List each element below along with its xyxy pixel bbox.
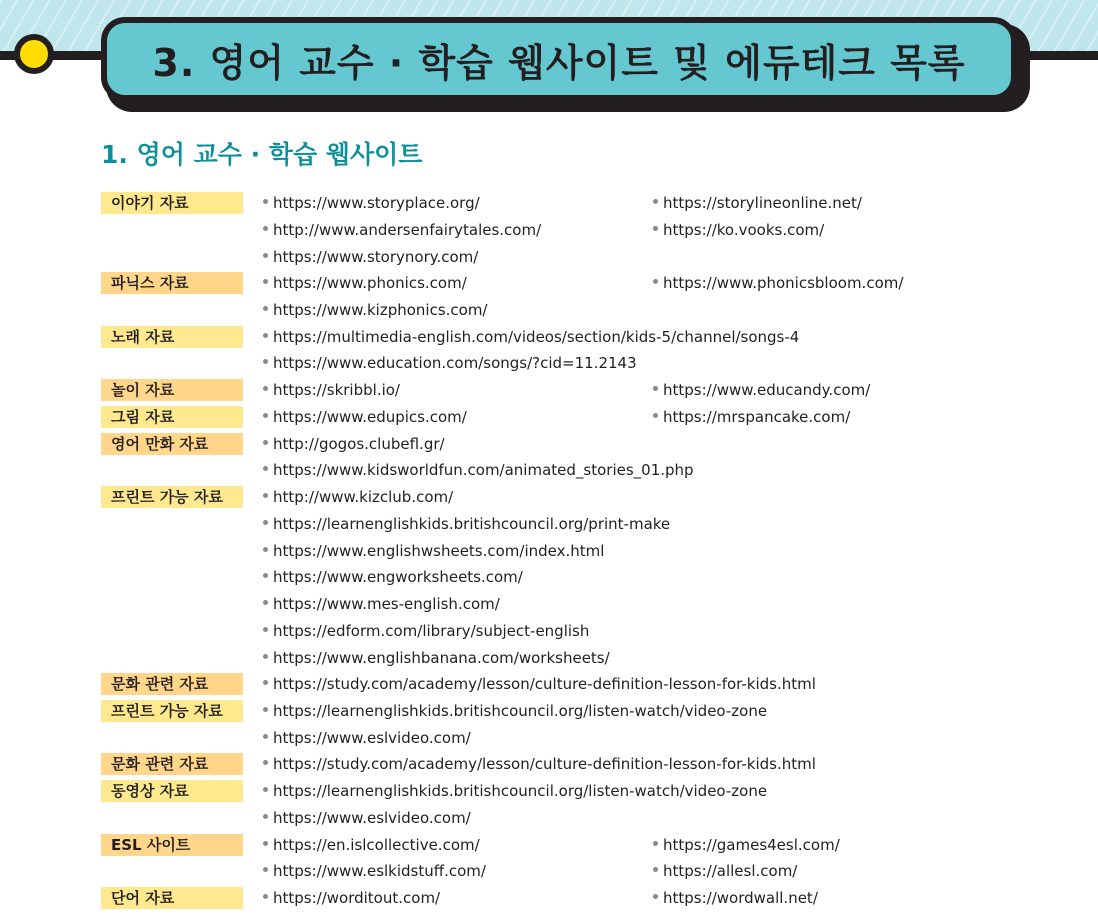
category-label: 단어 자료	[101, 887, 243, 909]
list-item	[0, 647, 1098, 671]
page-title: 3. 영어 교수 · 학습 웹사이트 및 에듀테크 목록	[152, 40, 966, 85]
resource-link[interactable]: https://www.edupics.com/	[263, 406, 467, 428]
list-item	[0, 246, 1098, 270]
resource-link[interactable]: https://ko.vooks.com/	[653, 219, 824, 241]
resource-link[interactable]: https://learnenglishkids.britishcouncil.org/print-make	[263, 513, 670, 535]
list-item	[0, 272, 1098, 296]
list-item	[0, 406, 1098, 430]
resource-link[interactable]: https://learnenglishkids.britishcouncil.org/listen-watch/video-zone	[263, 700, 767, 722]
resource-link[interactable]: https://learnenglishkids.britishcouncil.org/listen-watch/video-zone	[263, 780, 767, 802]
list-item	[0, 620, 1098, 644]
bullet-dot-icon	[14, 34, 54, 74]
category-label: 놀이 자료	[101, 379, 243, 401]
list-item	[0, 673, 1098, 697]
resource-link[interactable]: https://www.phonics.com/	[263, 272, 467, 294]
list-item	[0, 379, 1098, 403]
category-label: 파닉스 자료	[101, 272, 243, 294]
resource-link[interactable]: https://wordwall.net/	[653, 887, 818, 909]
list-item	[0, 566, 1098, 590]
resource-link[interactable]: https://edform.com/library/subject-english	[263, 620, 589, 642]
resource-link[interactable]: https://mrspancake.com/	[653, 406, 850, 428]
resource-link[interactable]: https://allesl.com/	[653, 860, 797, 882]
list-item	[0, 753, 1098, 777]
list-item	[0, 860, 1098, 884]
resource-link[interactable]: https://www.phonicsbloom.com/	[653, 272, 903, 294]
resource-link[interactable]: https://www.eslvideo.com/	[263, 807, 471, 829]
list-item	[0, 834, 1098, 858]
resource-link[interactable]: https://storylineonline.net/	[653, 192, 862, 214]
resource-link[interactable]: https://en.islcollective.com/	[263, 834, 480, 856]
resource-link[interactable]: https://study.com/academy/lesson/culture-definition-lesson-for-kids.html	[263, 673, 816, 695]
resource-link[interactable]: http://www.kizclub.com/	[263, 486, 453, 508]
list-item	[0, 486, 1098, 510]
resource-link[interactable]: https://www.mes-english.com/	[263, 593, 500, 615]
list-item	[0, 352, 1098, 376]
list-item	[0, 540, 1098, 564]
list-item	[0, 700, 1098, 724]
list-item	[0, 459, 1098, 483]
resource-link[interactable]: https://www.storynory.com/	[263, 246, 478, 268]
resource-link[interactable]: https://multimedia-english.com/videos/section/kids-5/channel/songs-4	[263, 326, 799, 348]
category-label: 영어 만화 자료	[101, 433, 243, 455]
list-item	[0, 433, 1098, 457]
resource-link[interactable]: https://www.eslkidstuff.com/	[263, 860, 486, 882]
resource-link[interactable]: https://www.eslvideo.com/	[263, 727, 471, 749]
resource-link[interactable]: https://www.education.com/songs/?cid=11.2143	[263, 352, 637, 374]
resource-link[interactable]: https://www.engworksheets.com/	[263, 566, 523, 588]
resource-link[interactable]: https://www.kizphonics.com/	[263, 299, 488, 321]
resource-link[interactable]: https://study.com/academy/lesson/culture-definition-lesson-for-kids.html	[263, 753, 816, 775]
list-item	[0, 780, 1098, 804]
list-item	[0, 192, 1098, 216]
section-title: 1. 영어 교수 · 학습 웹사이트	[101, 140, 423, 169]
list-item	[0, 326, 1098, 350]
category-label: ESL 사이트	[101, 834, 243, 856]
resource-link[interactable]: http://www.andersenfairytales.com/	[263, 219, 541, 241]
resource-link[interactable]: https://skribbl.io/	[263, 379, 400, 401]
resource-link[interactable]: https://games4esl.com/	[653, 834, 840, 856]
list-item	[0, 513, 1098, 537]
resource-link[interactable]: http://gogos.clubefl.gr/	[263, 433, 445, 455]
list-item	[0, 299, 1098, 323]
title-box	[101, 17, 1017, 101]
category-label: 프린트 가능 자료	[101, 700, 243, 722]
category-label: 문화 관련 자료	[101, 753, 243, 775]
resource-link[interactable]: https://www.englishwsheets.com/index.html	[263, 540, 604, 562]
resource-link[interactable]: https://www.kidsworldfun.com/animated_stories_01.php	[263, 459, 694, 481]
category-label: 프린트 가능 자료	[101, 486, 243, 508]
category-label: 그림 자료	[101, 406, 243, 428]
resource-link[interactable]: https://worditout.com/	[263, 887, 440, 909]
list-item	[0, 887, 1098, 911]
list-item	[0, 807, 1098, 831]
category-label: 노래 자료	[101, 326, 243, 348]
category-label: 동영상 자료	[101, 780, 243, 802]
list-item	[0, 593, 1098, 617]
category-label: 이야기 자료	[101, 192, 243, 214]
resource-link[interactable]: https://www.educandy.com/	[653, 379, 870, 401]
list-item	[0, 219, 1098, 243]
list-item	[0, 727, 1098, 751]
resource-link[interactable]: https://www.storyplace.org/	[263, 192, 480, 214]
resource-link[interactable]: https://www.englishbanana.com/worksheets/	[263, 647, 610, 669]
category-label: 문화 관련 자료	[101, 673, 243, 695]
